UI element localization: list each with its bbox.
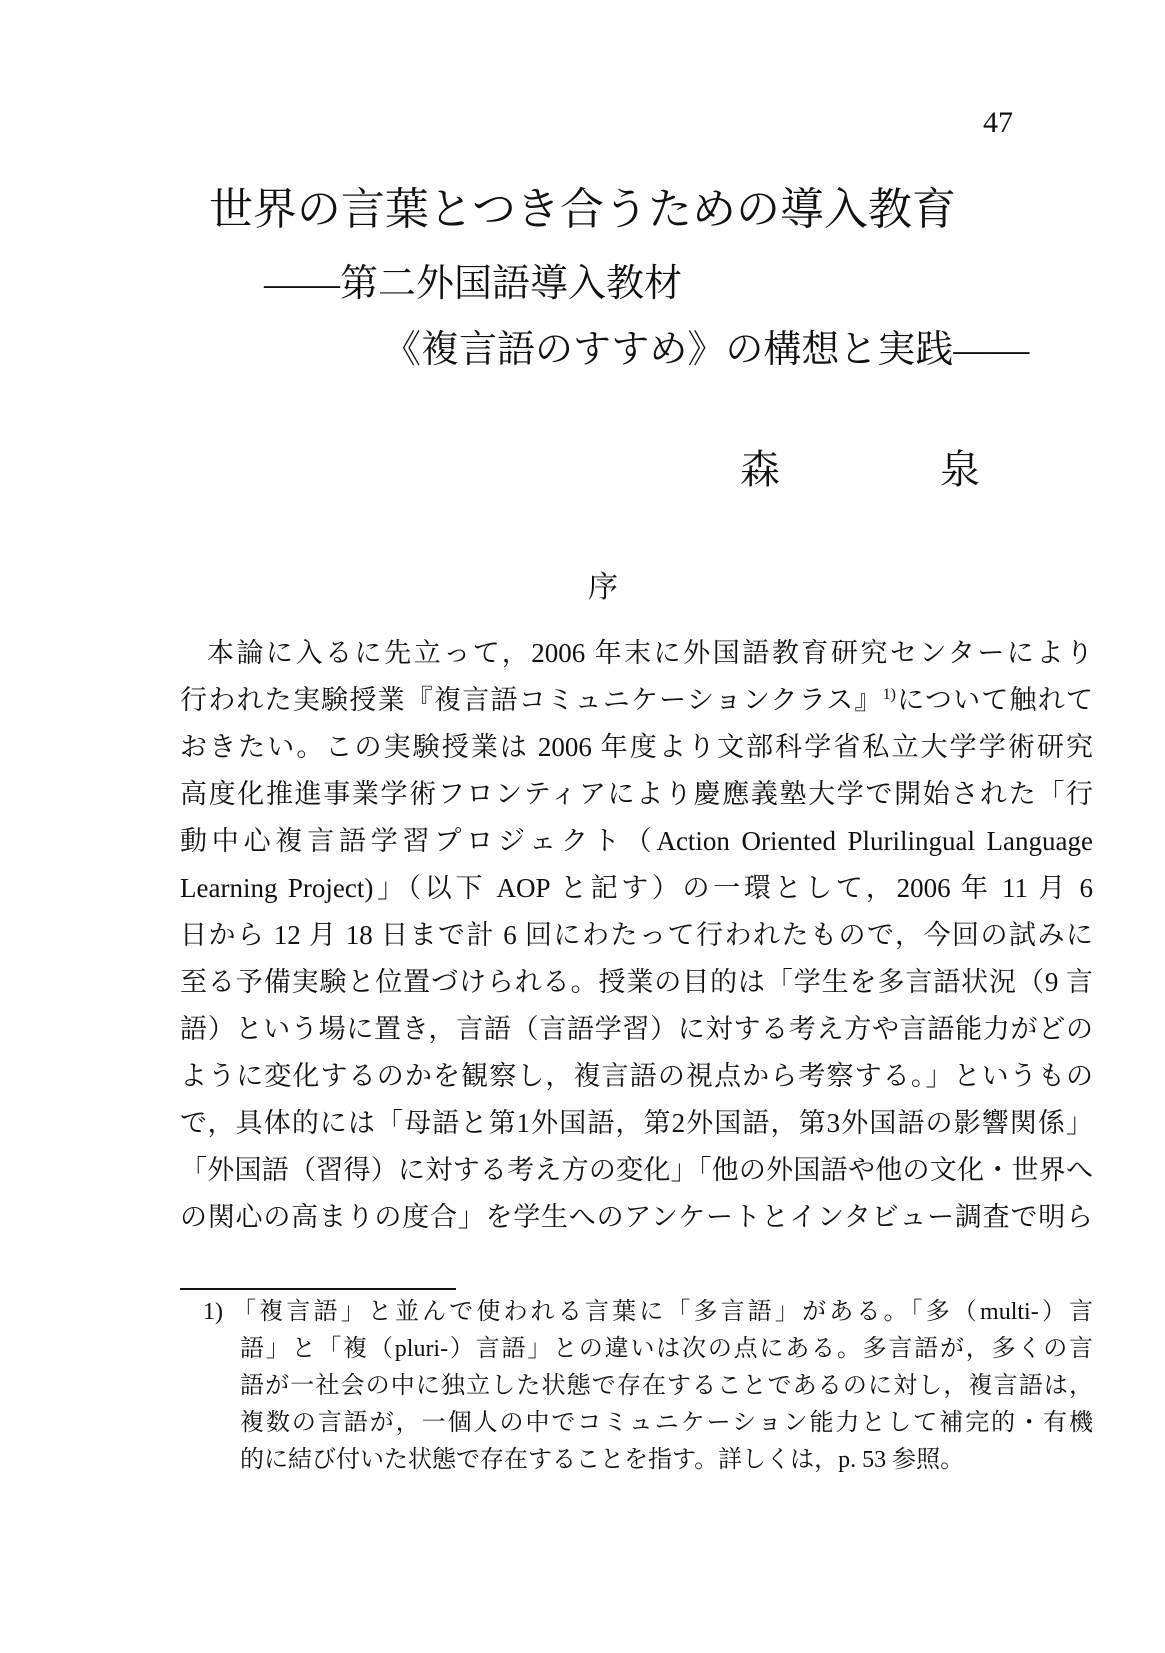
title-block xyxy=(0,184,1165,237)
body-line: おきたい。この実験授業は 2006 年度より文部科学省私立大学学術研究 xyxy=(180,732,1093,762)
body-line: で，具体的には「母語と第1外国語，第2外国語，第3外国語の影響関係」 xyxy=(180,1108,1093,1138)
body-line: 日から 12 月 18 日まで計 6 回にわたって行われたもので，今回の試みに xyxy=(180,920,1093,950)
author-name xyxy=(740,446,980,494)
body-line: ように変化するのかを観察し，複言語の視点から考察する。」というもの xyxy=(180,1061,1093,1091)
footnote-reference-1: 1) xyxy=(882,686,896,703)
page-number: 47 xyxy=(983,106,1013,139)
body-line: 高度化推進事業学術フロンティアにより慶應義塾大学で開始された「行 xyxy=(180,779,1093,809)
body-line-text: について触れて xyxy=(895,685,1093,715)
footnote-line: 的に結び付いた状態で存在することを指す。詳しくは，p. 53 参照。 xyxy=(240,1447,965,1473)
body-line: 本論に入るに先立って，2006 年末に外国語教育研究センターにより xyxy=(207,638,1093,668)
footnote-separator-rule xyxy=(180,1288,456,1290)
footnote-marker: 1) xyxy=(203,1299,223,1325)
article-subtitle-line2: 《複言語のすすめ》の構想と実践—— xyxy=(383,329,1030,371)
body-line: 「外国語（習得）に対する考え方の変化」「他の外国語や他の文化・世界へ xyxy=(180,1155,1093,1185)
body-line-text: 行われた実験授業『複言語コミュニケーションクラス』 xyxy=(180,685,883,715)
body-line: の関心の高まりの度合」を学生へのアンケートとインタビュー調査で明ら xyxy=(180,1202,1093,1232)
body-line: Learning Project)」（以下 AOP と記す）の一環として，2006 年 11 月 6 xyxy=(180,873,1093,903)
body-line xyxy=(180,677,1093,724)
body-line: 語）という場に置き，言語（言語学習）に対する考え方や言語能力がどの xyxy=(180,1014,1093,1044)
footnote-line: 語が一社会の中に独立した状態で存在することであるのに対し，複言語は， xyxy=(240,1373,1093,1399)
footnote-line: 複数の言語が，一個人の中でコミュニケーション能力として補完的・有機 xyxy=(240,1410,1093,1436)
author-family-name: 森 xyxy=(740,447,780,492)
section-heading-intro: 序 xyxy=(588,571,618,604)
author-given-name: 泉 xyxy=(940,447,980,492)
article-title: 世界の言葉とつき合うための導入教育 xyxy=(208,185,957,234)
body-line: 至る予備実験と位置づけられる。授業の目的は「学生を多言語状況（9 言 xyxy=(180,967,1093,997)
footnote xyxy=(203,1294,1093,1479)
article-subtitle-line1: ——第二外国語導入教材 xyxy=(264,263,683,305)
footnote-line-text: 「複言語」と並んで使われる言葉に「多言語」がある。「多（multi-）言 xyxy=(229,1299,1093,1325)
body-paragraph xyxy=(180,630,1093,1241)
footnote-line xyxy=(203,1294,1093,1331)
body-line: 動中心複言語学習プロジェクト（Action Oriented Plurilingual Language xyxy=(180,826,1093,856)
footnote-line: 語」と「複（pluri-）言語」との違いは次の点にある。多言語が，多くの言 xyxy=(240,1336,1093,1362)
